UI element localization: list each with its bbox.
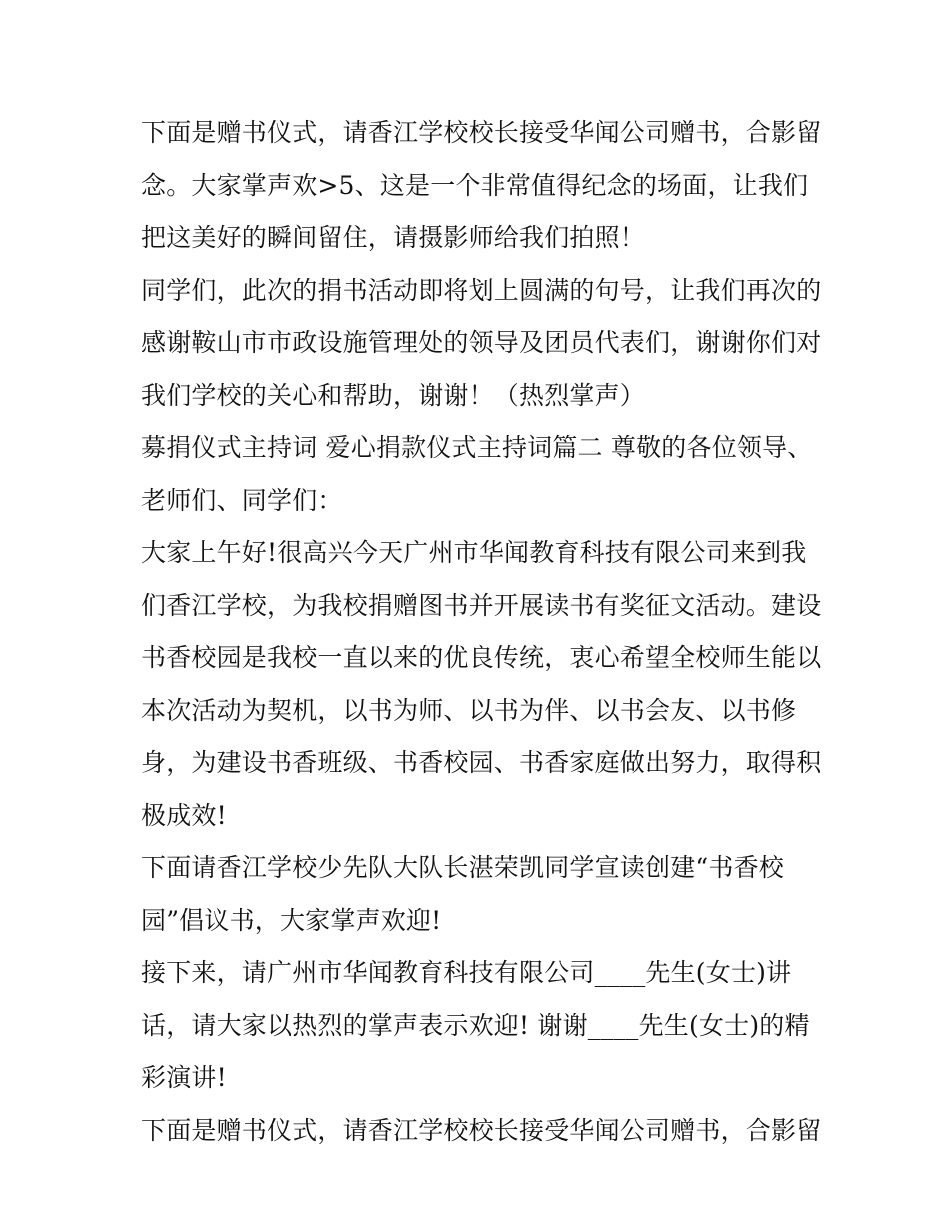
text-line: 身，为建设书香班级、书香校园、书香家庭做出努力，取得积	[141, 748, 822, 777]
text-line: 话，请大家以热烈的掌声表示欢迎! 谢谢____先生(女士)的精	[141, 1010, 810, 1040]
text-line: 本次活动为契机，以书为师、以书为伴、以书会友、以书修	[141, 695, 797, 725]
text-line: 下面请香江学校少先队大队长湛荣凯同学宣读创建“书香校	[141, 853, 784, 882]
text-line: 园”倡议书，大家掌声欢迎!	[141, 905, 442, 935]
text-line: 念。大家掌声欢>5、这是一个非常值得纪念的场面，让我们	[141, 170, 809, 200]
text-line: 们香江学校，为我校捐赠图书并开展读书有奖征文活动。建设	[141, 590, 822, 620]
text-line: 老师们、同学们：	[141, 485, 343, 515]
text-line: 感谢鞍山市市政设施管理处的领导及团员代表们，谢谢你们对	[141, 328, 822, 357]
text-line: 极成效!	[141, 800, 227, 830]
text-line: 把这美好的瞬间留住，请摄影师给我们拍照！	[141, 223, 646, 252]
text-line: 我们学校的关心和帮助，谢谢！（热烈掌声）	[141, 380, 646, 410]
text-line: 大家上午好!很高兴今天广州市华闻教育科技有限公司来到我	[141, 538, 807, 567]
text-line: 募捐仪式主持词 爱心捐款仪式主持词篇二 尊敬的各位领导、	[141, 433, 813, 462]
text-line: 下面是赠书仪式，请香江学校校长接受华闻公司赠书，合影留	[141, 1115, 822, 1145]
text-line: 接下来，请广州市华闻教育科技有限公司____先生(女士)讲	[141, 958, 792, 987]
text-line: 同学们，此次的捐书活动即将划上圆满的句号，让我们再次的	[141, 275, 822, 305]
text-line: 下面是赠书仪式，请香江学校校长接受华闻公司赠书，合影留	[141, 118, 822, 147]
text-line: 彩演讲!	[141, 1063, 227, 1092]
document-body	[141, 107, 821, 1157]
text-line: 书香校园是我校一直以来的优良传统，衷心希望全校师生能以	[141, 643, 822, 672]
